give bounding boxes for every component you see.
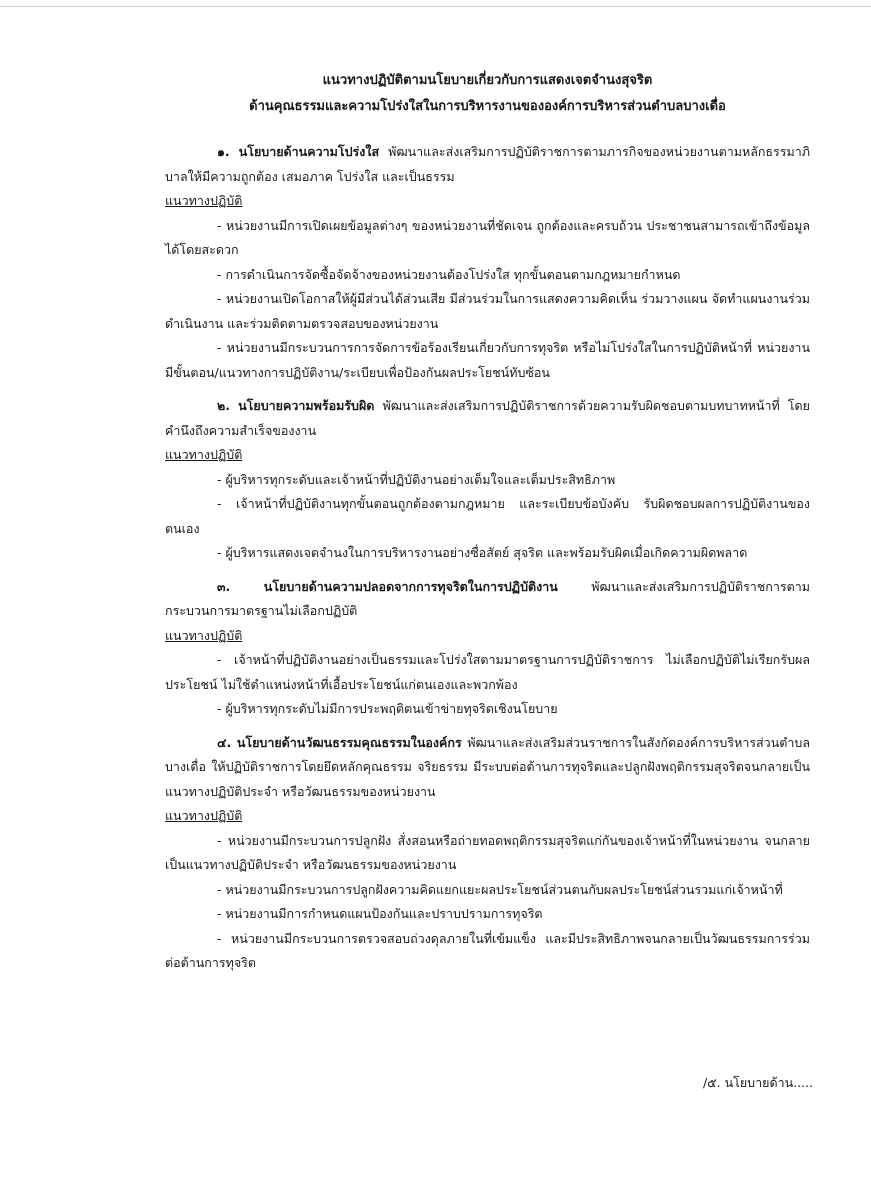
guideline-item: - ผู้บริหารทุกระดับและเจ้าหน้าที่ปฏิบัติงานอย่างเต็มใจและเต็มประสิทธิภาพ — [217, 471, 616, 487]
page-top-edge — [0, 6, 871, 7]
policy-number: ๓. — [217, 578, 231, 594]
guideline-item: - หน่วยงานมีกระบวนการการจัดการข้อร้องเรียนเกี่ยวกับการทุจริต หรือไม่โปร่งใสในการปฏิบัติหน้าที่ หน่วยงานมีขั้นตอน/แนวทางการปฏิบัติงาน/ระเบียบเพื่อป้องกันผลประโยชน์ทับซ้อน — [165, 340, 810, 380]
guideline-label: แนวทางปฏิบัติ — [165, 808, 243, 823]
policy-section-3 — [165, 575, 810, 722]
policy-heading: นโยบายด้านความโปร่งใส — [238, 144, 380, 159]
policy-heading: นโยบายด้านความปลอดจากการทุจริตในการปฏิบัติงาน — [263, 578, 558, 594]
guideline-item: - หน่วยงานเปิดโอกาสให้ผู้มีส่วนได้ส่วนเสีย มีส่วนร่วมในการแสดงความคิดเห็น ร่วมวางแผน จัดทำแผนงานร่วมดำเนินงาน และร่วมติดตามตรวจสอบของหน่วยงาน — [165, 291, 810, 331]
guideline-item: - หน่วยงานมีการเปิดเผยข้อมูลต่างๆ ของหน่วยงานที่ชัดเจน ถูกต้องและครบถ้วน ประชาชนสามารถเข้าถึงข้อมูลได้โดยสะดวก — [165, 217, 810, 257]
guideline-label: แนวทางปฏิบัติ — [165, 193, 243, 208]
policy-heading: นโยบายด้านวัฒนธรรมคุณธรรมในองค์กร — [236, 734, 462, 750]
title-line-2: ด้านคุณธรรมและความโปร่งใสในการบริหารงานขององค์การบริหารส่วนตำบลบางเดื่อ — [249, 99, 726, 114]
policy-section-1 — [165, 140, 810, 385]
policy-heading: นโยบายความพร้อมรับผิด — [238, 398, 375, 413]
page-continuation-note: /๕. นโยบายด้าน..... — [702, 1075, 813, 1090]
guideline-item: - ผู้บริหารทุกระดับไม่มีการประพฤติตนเข้าข่ายทุจริตเชิงนโยบาย — [217, 701, 558, 716]
policy-body: พัฒนาและส่งเสริมการปฏิบัติราชการตามภารกิจของหน่วยงานตามหลักธรรมาภิบาลให้มีความถูกต้อง เสมอภาค โปร่งใส และเป็นธรรม — [165, 144, 810, 184]
policy-body: พัฒนาและส่งเสริมส่วนราชการในสังกัดองค์การบริหารส่วนตำบลบางเดื่อ ให้ปฏิบัติราชการโดยยึดหลักคุณธรรม จริยธรรม มีระบบต่อต้านการทุจริตและปลูกฝังพฤติกรรมสุจริตจนกลายเป็นแนวทางปฏิบัติประจำ หรือวัฒนธรรมของหน่วยงาน — [165, 734, 810, 799]
policy-paragraph — [165, 394, 810, 443]
policy-paragraph — [165, 575, 810, 624]
policy-number: ๑. — [217, 144, 230, 159]
title-line-1: แนวทางปฏิบัติตามนโยบายเกี่ยวกับการแสดงเจตจำนงสุจริต — [322, 73, 653, 88]
policy-body: พัฒนาและส่งเสริมการปฏิบัติราชการตามกระบวนการมาตรฐานไม่เลือกปฏิบัติ — [165, 578, 810, 618]
guideline-item: - เจ้าหน้าที่ปฏิบัติงานอย่างเป็นธรรมและโปร่งใสตามมาตรฐานการปฏิบัติราชการ ไม่เลือกปฏิบัติไม่เรียกรับผลประโยชน์ ไม่ใช้ตำแหน่งหน้าที่เอื้อประโยชน์แก่ตนเองและพวกพ้อง — [165, 652, 810, 692]
policy-number: ๒. — [217, 398, 230, 413]
policy-section-4 — [165, 731, 810, 976]
guideline-item: - หน่วยงานมีกระบวนการปลูกฝัง สั่งสอนหรือถ่ายทอดพฤติกรรมสุจริตแก่กันของเจ้าหน้าที่ในหน่วยงาน จนกลายเป็นแนวทางปฏิบัติประจำ หรือวัฒนธรรมของหน่วยงาน — [165, 832, 810, 872]
guideline-item: - เจ้าหน้าที่ปฏิบัติงานทุกขั้นตอนถูกต้องตามกฎหมาย และระเบียบข้อบังคับ รับผิดชอบผลการปฏิบัติงานของตนเอง — [165, 496, 810, 536]
guideline-item: - การดำเนินการจัดซื้อจัดจ้างของหน่วยงานต้องโปร่งใส ทุกขั้นตอนตามกฎหมายกำหนด — [217, 266, 681, 282]
policy-paragraph — [165, 140, 810, 189]
policy-body: พัฒนาและส่งเสริมการปฏิบัติราชการด้วยความรับผิดชอบตามบทบาทหน้าที่ โดยคำนึงถึงความสำเร็จของงาน — [165, 398, 810, 438]
guideline-item: - หน่วยงานมีการกำหนดแผนป้องกันและปราบปรามการทุจริต — [217, 906, 543, 921]
policy-number: ๔. — [217, 734, 232, 750]
guideline-item: - ผู้บริหารแสดงเจตจำนงในการบริหารงานอย่างซื่อสัตย์ สุจริต และพร้อมรับผิดเมื่อเกิดความผิดพลาด — [217, 545, 748, 560]
document-page — [165, 68, 810, 985]
policy-paragraph — [165, 731, 810, 805]
guideline-label: แนวทางปฏิบัติ — [165, 627, 243, 643]
guideline-item: - หน่วยงานมีกระบวนการปลูกฝังความคิดแยกแยะผลประโยชน์ส่วนตนกับผลประโยชน์ส่วนรวมแก่เจ้าหน้าที่ — [217, 881, 783, 897]
guideline-label: แนวทางปฏิบัติ — [165, 447, 243, 462]
document-title — [165, 68, 810, 120]
policy-section-2 — [165, 394, 810, 566]
guideline-item: - หน่วยงานมีกระบวนการตรวจสอบถ่วงดุลภายในที่เข้มแข็ง และมีประสิทธิภาพจนกลายเป็นวัฒนธรรมการร่วมต่อต้านการทุจริต — [165, 930, 810, 970]
